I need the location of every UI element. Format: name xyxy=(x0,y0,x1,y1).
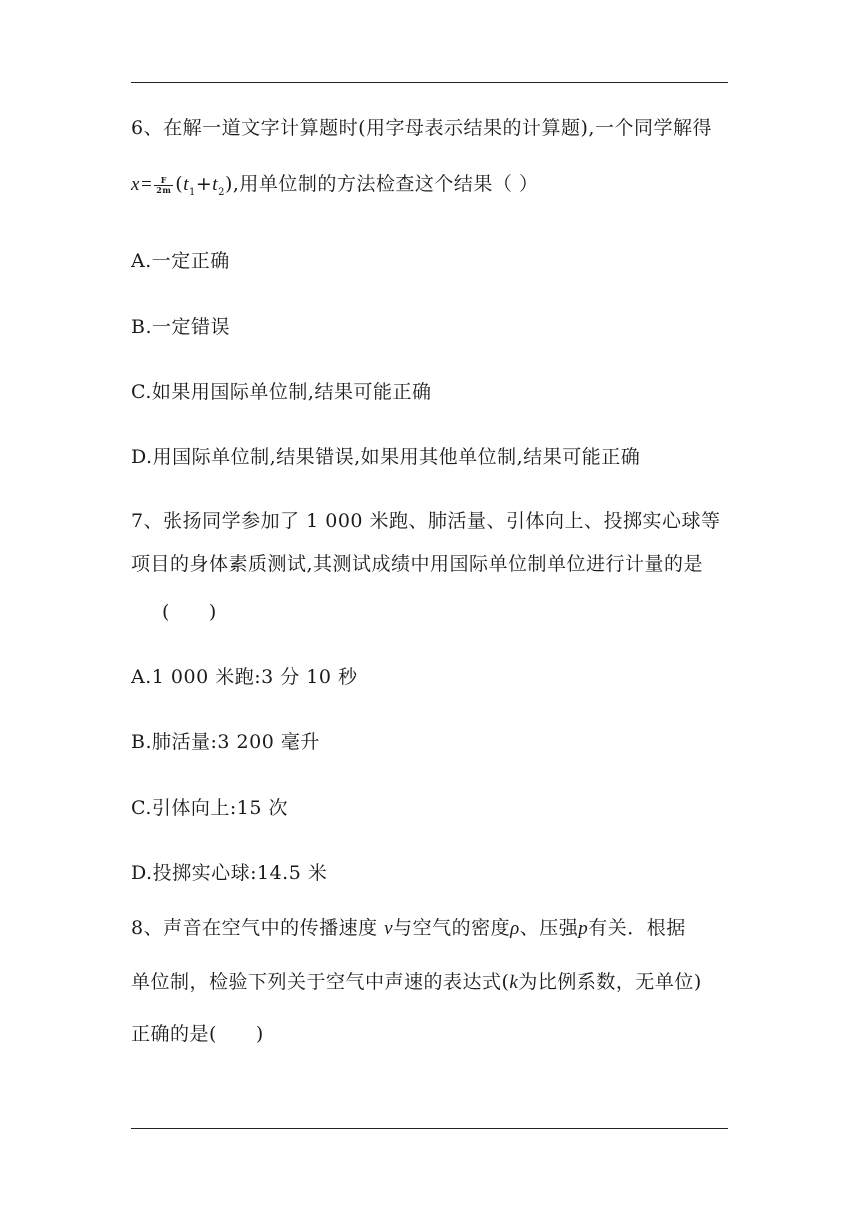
paren-close: ) xyxy=(224,173,233,195)
q8-text-b: 与空气的密度 xyxy=(393,917,511,939)
q7-option-a: A.1 000 米跑:3 分 10 秒 xyxy=(131,666,358,688)
q7-stem-line3: ( ) xyxy=(162,601,217,623)
q7-stem-line2: 项目的身体素质测试,其测试成绩中用国际单位制单位进行计量的是 xyxy=(131,553,704,575)
q6-option-d: D.用国际单位制,结果错误,如果用其他单位制,结果可能正确 xyxy=(131,446,641,468)
plus: + xyxy=(195,173,213,195)
top-rule xyxy=(131,82,728,83)
q8-text-d: 有关．根据 xyxy=(588,917,686,939)
q8-stem-line1 xyxy=(131,916,686,941)
q7-option-d: D.投掷实心球:14.5 米 xyxy=(131,862,328,884)
fraction-denominator: 2m xyxy=(156,184,172,195)
fraction-numerator: F xyxy=(154,176,173,186)
q8-text-f: 为比例系数，无单位) xyxy=(518,971,702,993)
q6-option-b: B.一定错误 xyxy=(131,316,231,338)
var-v: v xyxy=(384,918,394,939)
t2-sub: 2 xyxy=(218,186,225,198)
var-p: p xyxy=(578,918,589,939)
q6-stem-line2 xyxy=(131,172,538,205)
bottom-rule xyxy=(131,1128,728,1129)
t1-sub: 1 xyxy=(189,186,196,198)
q6-stem-rest: ,用单位制的方法检查这个结果（ ） xyxy=(232,173,539,195)
q6-option-c: C.如果用国际单位制,结果可能正确 xyxy=(131,381,432,403)
paren-open: ( xyxy=(175,173,184,195)
q8-text-a: 8、声音在空气中的传播速度 xyxy=(131,917,385,939)
q7-option-c: C.引体向上:15 次 xyxy=(131,797,289,819)
formula-fraction xyxy=(154,176,173,195)
q8-text-c: 、压强 xyxy=(519,917,579,939)
t1: t xyxy=(183,174,189,195)
var-rho: ρ xyxy=(510,918,520,939)
q8-text-e: 单位制，检验下列关于空气中声速的表达式( xyxy=(131,971,510,993)
q8-stem-line2 xyxy=(131,970,702,995)
q6-stem-line1: 6、在解一道文字计算题时(用字母表示结果的计算题),一个同学解得 xyxy=(131,117,712,139)
q8-stem-line3: 正确的是( ) xyxy=(131,1023,264,1045)
formula-x: x= xyxy=(131,174,154,195)
q7-stem-line1: 7、张扬同学参加了 1 000 米跑、肺活量、引体向上、投掷实心球等 xyxy=(131,510,721,532)
t2: t xyxy=(212,174,219,195)
var-k: k xyxy=(509,972,519,993)
q7-option-b: B.肺活量:3 200 毫升 xyxy=(131,731,320,753)
q6-option-a: A.一定正确 xyxy=(131,250,230,272)
